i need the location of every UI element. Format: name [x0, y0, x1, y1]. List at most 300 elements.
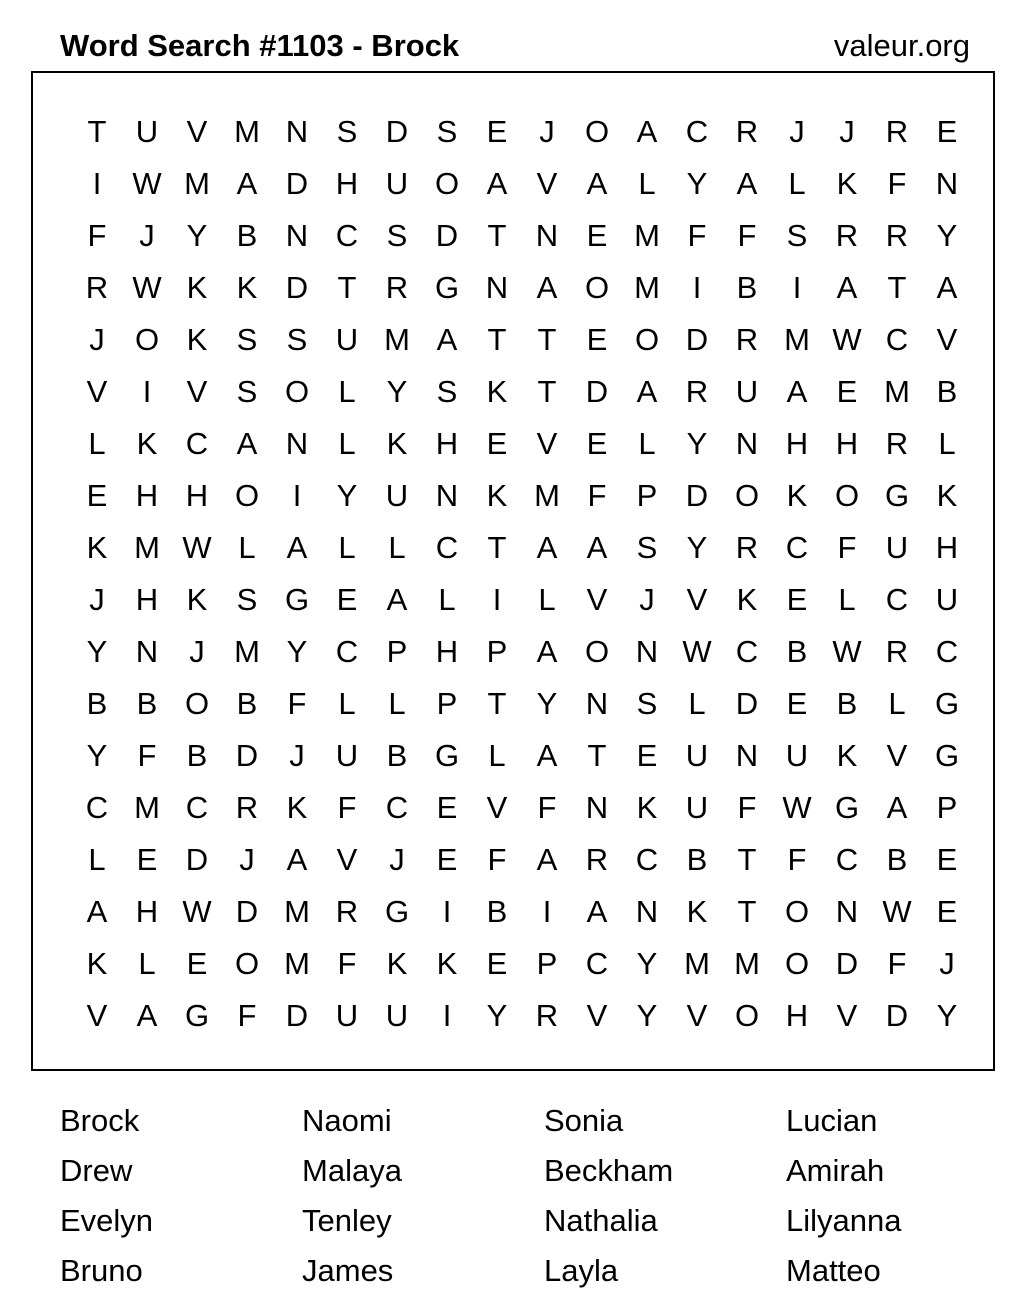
grid-letter[interactable]: H: [135, 581, 159, 617]
grid-letter[interactable]: D: [835, 945, 859, 981]
grid-letter[interactable]: D: [885, 997, 909, 1033]
grid-letter[interactable]: V: [886, 737, 908, 773]
grid-letter[interactable]: C: [85, 789, 109, 825]
grid-letter[interactable]: E: [136, 841, 158, 877]
grid-letter[interactable]: J: [639, 581, 655, 617]
grid-letter[interactable]: K: [86, 529, 108, 565]
grid-letter[interactable]: Y: [686, 425, 708, 461]
grid-letter[interactable]: A: [286, 529, 308, 565]
grid-letter[interactable]: F: [537, 789, 557, 825]
grid-letter[interactable]: W: [832, 633, 862, 669]
grid-letter[interactable]: L: [638, 425, 656, 461]
grid-letter[interactable]: W: [682, 633, 712, 669]
grid-letter[interactable]: V: [536, 425, 558, 461]
grid-letter[interactable]: T: [487, 217, 507, 253]
grid-letter[interactable]: B: [86, 685, 108, 721]
grid-letter[interactable]: U: [685, 737, 709, 773]
grid-letter[interactable]: K: [636, 789, 658, 825]
grid-letter[interactable]: P: [486, 633, 508, 669]
grid-letter[interactable]: A: [936, 269, 958, 305]
grid-letter[interactable]: A: [886, 789, 908, 825]
grid-letter[interactable]: S: [436, 113, 458, 149]
grid-letter[interactable]: O: [284, 373, 310, 409]
grid-letter[interactable]: K: [936, 477, 958, 513]
grid-letter[interactable]: L: [138, 945, 156, 981]
grid-letter[interactable]: E: [436, 841, 458, 877]
grid-letter[interactable]: K: [186, 321, 208, 357]
grid-letter[interactable]: C: [835, 841, 859, 877]
grid-letter[interactable]: D: [285, 165, 309, 201]
grid-letter[interactable]: T: [587, 737, 607, 773]
grid-letter[interactable]: B: [886, 841, 908, 877]
grid-letter[interactable]: C: [185, 425, 209, 461]
grid-letter[interactable]: D: [735, 685, 759, 721]
grid-letter[interactable]: T: [537, 321, 557, 357]
grid-letter[interactable]: S: [236, 321, 258, 357]
grid-letter[interactable]: I: [442, 997, 452, 1033]
grid-letter[interactable]: A: [536, 841, 558, 877]
grid-letter[interactable]: I: [292, 477, 302, 513]
grid-letter[interactable]: U: [385, 165, 409, 201]
grid-letter[interactable]: K: [786, 477, 808, 513]
grid-letter[interactable]: T: [487, 529, 507, 565]
grid-letter[interactable]: A: [536, 529, 558, 565]
grid-letter[interactable]: E: [586, 321, 608, 357]
grid-letter[interactable]: F: [337, 789, 357, 825]
grid-letter[interactable]: L: [238, 529, 256, 565]
grid-letter[interactable]: N: [635, 893, 659, 929]
grid-letter[interactable]: W: [832, 321, 862, 357]
grid-letter[interactable]: E: [836, 373, 858, 409]
grid-letter[interactable]: W: [132, 165, 162, 201]
grid-letter[interactable]: C: [935, 633, 959, 669]
grid-letter[interactable]: Y: [636, 997, 658, 1033]
grid-letter[interactable]: K: [686, 893, 708, 929]
grid-letter[interactable]: L: [788, 165, 806, 201]
grid-letter[interactable]: D: [385, 113, 409, 149]
grid-letter[interactable]: D: [285, 997, 309, 1033]
grid-letter[interactable]: U: [735, 373, 759, 409]
grid-letter[interactable]: N: [285, 425, 309, 461]
grid-letter[interactable]: J: [839, 113, 855, 149]
grid-letter[interactable]: V: [936, 321, 958, 357]
grid-letter[interactable]: F: [237, 997, 257, 1033]
grid-letter[interactable]: C: [685, 113, 709, 149]
grid-letter[interactable]: A: [536, 737, 558, 773]
grid-letter[interactable]: L: [838, 581, 856, 617]
grid-letter[interactable]: L: [938, 425, 956, 461]
grid-letter[interactable]: Y: [686, 529, 708, 565]
grid-letter[interactable]: K: [736, 581, 758, 617]
grid-letter[interactable]: S: [386, 217, 408, 253]
grid-letter[interactable]: K: [386, 945, 408, 981]
grid-letter[interactable]: D: [685, 321, 709, 357]
grid-letter[interactable]: L: [338, 685, 356, 721]
grid-letter[interactable]: O: [634, 321, 660, 357]
grid-letter[interactable]: H: [785, 425, 809, 461]
grid-letter[interactable]: L: [388, 685, 406, 721]
grid-letter[interactable]: O: [734, 997, 760, 1033]
grid-letter[interactable]: O: [434, 165, 460, 201]
grid-letter[interactable]: L: [488, 737, 506, 773]
grid-letter[interactable]: V: [336, 841, 358, 877]
grid-letter[interactable]: R: [885, 425, 909, 461]
grid-letter[interactable]: I: [442, 893, 452, 929]
grid-letter[interactable]: O: [584, 633, 610, 669]
grid-letter[interactable]: A: [586, 165, 608, 201]
grid-letter[interactable]: S: [336, 113, 358, 149]
grid-letter[interactable]: T: [87, 113, 107, 149]
grid-letter[interactable]: E: [336, 581, 358, 617]
grid-letter[interactable]: G: [384, 893, 410, 929]
grid-letter[interactable]: G: [934, 737, 960, 773]
grid-letter[interactable]: S: [636, 685, 658, 721]
grid-letter[interactable]: L: [338, 529, 356, 565]
grid-letter[interactable]: Y: [636, 945, 658, 981]
grid-letter[interactable]: G: [284, 581, 310, 617]
grid-letter[interactable]: F: [737, 217, 757, 253]
grid-letter[interactable]: U: [335, 321, 359, 357]
grid-letter[interactable]: V: [86, 373, 108, 409]
grid-letter[interactable]: E: [86, 477, 108, 513]
grid-letter[interactable]: N: [135, 633, 159, 669]
grid-letter[interactable]: K: [236, 269, 258, 305]
grid-letter[interactable]: Y: [936, 997, 958, 1033]
grid-letter[interactable]: W: [782, 789, 812, 825]
grid-letter[interactable]: T: [487, 321, 507, 357]
grid-letter[interactable]: I: [492, 581, 502, 617]
grid-letter[interactable]: I: [792, 269, 802, 305]
grid-letter[interactable]: S: [236, 581, 258, 617]
grid-letter[interactable]: U: [685, 789, 709, 825]
grid-letter[interactable]: Y: [86, 737, 108, 773]
grid-letter[interactable]: V: [686, 581, 708, 617]
grid-letter[interactable]: M: [734, 945, 760, 981]
grid-letter[interactable]: K: [486, 477, 508, 513]
grid-letter[interactable]: V: [486, 789, 508, 825]
grid-letter[interactable]: R: [735, 529, 759, 565]
grid-letter[interactable]: M: [134, 529, 160, 565]
grid-letter[interactable]: D: [685, 477, 709, 513]
grid-letter[interactable]: L: [688, 685, 706, 721]
grid-letter[interactable]: V: [836, 997, 858, 1033]
grid-letter[interactable]: J: [89, 581, 105, 617]
grid-letter[interactable]: K: [186, 269, 208, 305]
grid-letter[interactable]: H: [785, 997, 809, 1033]
grid-letter[interactable]: J: [539, 113, 555, 149]
grid-letter[interactable]: J: [189, 633, 205, 669]
grid-letter[interactable]: Y: [286, 633, 308, 669]
grid-letter[interactable]: K: [436, 945, 458, 981]
grid-letter[interactable]: C: [435, 529, 459, 565]
grid-letter[interactable]: E: [486, 113, 508, 149]
grid-letter[interactable]: M: [284, 945, 310, 981]
grid-letter[interactable]: A: [536, 269, 558, 305]
grid-letter[interactable]: N: [285, 113, 309, 149]
grid-letter[interactable]: O: [234, 477, 260, 513]
grid-letter[interactable]: P: [636, 477, 658, 513]
grid-letter[interactable]: N: [585, 789, 609, 825]
grid-letter[interactable]: U: [335, 997, 359, 1033]
grid-letter[interactable]: J: [289, 737, 305, 773]
grid-letter[interactable]: O: [234, 945, 260, 981]
grid-letter[interactable]: G: [184, 997, 210, 1033]
grid-letter[interactable]: H: [135, 477, 159, 513]
grid-letter[interactable]: C: [785, 529, 809, 565]
grid-letter[interactable]: G: [834, 789, 860, 825]
grid-letter[interactable]: J: [139, 217, 155, 253]
grid-letter[interactable]: A: [386, 581, 408, 617]
grid-letter[interactable]: V: [536, 165, 558, 201]
grid-letter[interactable]: I: [692, 269, 702, 305]
grid-letter[interactable]: R: [685, 373, 709, 409]
grid-letter[interactable]: B: [236, 685, 258, 721]
grid-letter[interactable]: A: [436, 321, 458, 357]
grid-letter[interactable]: N: [535, 217, 559, 253]
grid-letter[interactable]: D: [235, 893, 259, 929]
grid-letter[interactable]: B: [936, 373, 958, 409]
grid-letter[interactable]: O: [784, 893, 810, 929]
grid-letter[interactable]: F: [837, 529, 857, 565]
grid-letter[interactable]: C: [385, 789, 409, 825]
grid-letter[interactable]: U: [385, 997, 409, 1033]
grid-letter[interactable]: R: [835, 217, 859, 253]
grid-letter[interactable]: A: [286, 841, 308, 877]
grid-letter[interactable]: L: [388, 529, 406, 565]
grid-letter[interactable]: A: [586, 529, 608, 565]
grid-letter[interactable]: A: [736, 165, 758, 201]
grid-letter[interactable]: P: [536, 945, 558, 981]
grid-letter[interactable]: G: [434, 269, 460, 305]
grid-letter[interactable]: C: [185, 789, 209, 825]
grid-letter[interactable]: Y: [936, 217, 958, 253]
grid-letter[interactable]: R: [235, 789, 259, 825]
grid-letter[interactable]: U: [935, 581, 959, 617]
grid-letter[interactable]: V: [186, 113, 208, 149]
grid-letter[interactable]: B: [136, 685, 158, 721]
grid-letter[interactable]: C: [335, 633, 359, 669]
grid-letter[interactable]: J: [389, 841, 405, 877]
grid-letter[interactable]: W: [182, 529, 212, 565]
grid-letter[interactable]: U: [135, 113, 159, 149]
grid-letter[interactable]: E: [586, 425, 608, 461]
grid-letter[interactable]: O: [584, 269, 610, 305]
grid-letter[interactable]: H: [435, 425, 459, 461]
grid-letter[interactable]: O: [784, 945, 810, 981]
grid-letter[interactable]: A: [586, 893, 608, 929]
grid-letter[interactable]: F: [587, 477, 607, 513]
grid-letter[interactable]: T: [337, 269, 357, 305]
grid-letter[interactable]: V: [586, 581, 608, 617]
grid-letter[interactable]: G: [884, 477, 910, 513]
grid-letter[interactable]: L: [638, 165, 656, 201]
grid-letter[interactable]: O: [184, 685, 210, 721]
grid-letter[interactable]: A: [136, 997, 158, 1033]
grid-letter[interactable]: F: [787, 841, 807, 877]
grid-letter[interactable]: S: [786, 217, 808, 253]
grid-letter[interactable]: K: [136, 425, 158, 461]
grid-letter[interactable]: A: [636, 113, 658, 149]
grid-letter[interactable]: T: [887, 269, 907, 305]
grid-letter[interactable]: O: [134, 321, 160, 357]
grid-letter[interactable]: C: [885, 321, 909, 357]
grid-letter[interactable]: Y: [486, 997, 508, 1033]
grid-letter[interactable]: J: [89, 321, 105, 357]
grid-letter[interactable]: H: [935, 529, 959, 565]
grid-letter[interactable]: E: [936, 113, 958, 149]
grid-letter[interactable]: E: [636, 737, 658, 773]
grid-letter[interactable]: Y: [536, 685, 558, 721]
grid-letter[interactable]: K: [186, 581, 208, 617]
grid-letter[interactable]: C: [735, 633, 759, 669]
grid-letter[interactable]: S: [286, 321, 308, 357]
grid-letter[interactable]: N: [835, 893, 859, 929]
grid-letter[interactable]: N: [485, 269, 509, 305]
grid-letter[interactable]: K: [86, 945, 108, 981]
grid-letter[interactable]: K: [836, 165, 858, 201]
grid-letter[interactable]: S: [436, 373, 458, 409]
grid-letter[interactable]: L: [538, 581, 556, 617]
grid-letter[interactable]: R: [385, 269, 409, 305]
grid-letter[interactable]: R: [335, 893, 359, 929]
grid-letter[interactable]: Y: [386, 373, 408, 409]
grid-letter[interactable]: F: [687, 217, 707, 253]
grid-letter[interactable]: R: [585, 841, 609, 877]
grid-letter[interactable]: P: [386, 633, 408, 669]
grid-letter[interactable]: H: [335, 165, 359, 201]
grid-letter[interactable]: B: [786, 633, 808, 669]
grid-letter[interactable]: D: [435, 217, 459, 253]
grid-letter[interactable]: Y: [336, 477, 358, 513]
grid-letter[interactable]: Y: [186, 217, 208, 253]
grid-letter[interactable]: G: [934, 685, 960, 721]
grid-letter[interactable]: A: [836, 269, 858, 305]
grid-letter[interactable]: L: [88, 841, 106, 877]
grid-letter[interactable]: M: [884, 373, 910, 409]
grid-letter[interactable]: B: [186, 737, 208, 773]
grid-letter[interactable]: B: [686, 841, 708, 877]
grid-letter[interactable]: W: [182, 893, 212, 929]
grid-letter[interactable]: M: [784, 321, 810, 357]
grid-letter[interactable]: P: [436, 685, 458, 721]
grid-letter[interactable]: A: [536, 633, 558, 669]
grid-letter[interactable]: M: [534, 477, 560, 513]
grid-letter[interactable]: I: [92, 165, 102, 201]
grid-letter[interactable]: N: [735, 737, 759, 773]
grid-letter[interactable]: M: [134, 789, 160, 825]
grid-letter[interactable]: M: [184, 165, 210, 201]
grid-letter[interactable]: V: [686, 997, 708, 1033]
grid-letter[interactable]: N: [435, 477, 459, 513]
grid-letter[interactable]: K: [836, 737, 858, 773]
grid-letter[interactable]: L: [338, 373, 356, 409]
grid-letter[interactable]: V: [86, 997, 108, 1033]
grid-letter[interactable]: W: [882, 893, 912, 929]
grid-letter[interactable]: F: [337, 945, 357, 981]
grid-letter[interactable]: T: [487, 685, 507, 721]
grid-letter[interactable]: F: [487, 841, 507, 877]
grid-letter[interactable]: D: [185, 841, 209, 877]
grid-letter[interactable]: R: [885, 633, 909, 669]
grid-letter[interactable]: J: [939, 945, 955, 981]
grid-letter[interactable]: L: [338, 425, 356, 461]
grid-letter[interactable]: F: [137, 737, 157, 773]
grid-letter[interactable]: C: [335, 217, 359, 253]
grid-letter[interactable]: E: [786, 581, 808, 617]
grid-letter[interactable]: D: [285, 269, 309, 305]
grid-letter[interactable]: R: [885, 113, 909, 149]
grid-letter[interactable]: C: [635, 841, 659, 877]
grid-letter[interactable]: O: [584, 113, 610, 149]
grid-letter[interactable]: T: [537, 373, 557, 409]
grid-letter[interactable]: M: [634, 217, 660, 253]
grid-letter[interactable]: U: [885, 529, 909, 565]
grid-letter[interactable]: R: [735, 321, 759, 357]
grid-letter[interactable]: C: [585, 945, 609, 981]
grid-letter[interactable]: V: [586, 997, 608, 1033]
grid-letter[interactable]: P: [936, 789, 958, 825]
grid-letter[interactable]: E: [936, 893, 958, 929]
grid-letter[interactable]: E: [586, 217, 608, 253]
grid-letter[interactable]: J: [239, 841, 255, 877]
grid-letter[interactable]: N: [935, 165, 959, 201]
grid-letter[interactable]: M: [684, 945, 710, 981]
grid-letter[interactable]: U: [785, 737, 809, 773]
grid-letter[interactable]: F: [887, 945, 907, 981]
grid-letter[interactable]: R: [735, 113, 759, 149]
grid-letter[interactable]: E: [186, 945, 208, 981]
grid-letter[interactable]: L: [438, 581, 456, 617]
grid-letter[interactable]: H: [185, 477, 209, 513]
grid-letter[interactable]: C: [885, 581, 909, 617]
grid-letter[interactable]: K: [386, 425, 408, 461]
grid-letter[interactable]: I: [542, 893, 552, 929]
grid-letter[interactable]: Y: [686, 165, 708, 201]
grid-letter[interactable]: R: [885, 217, 909, 253]
grid-letter[interactable]: S: [236, 373, 258, 409]
grid-letter[interactable]: B: [386, 737, 408, 773]
grid-letter[interactable]: K: [486, 373, 508, 409]
grid-letter[interactable]: A: [86, 893, 108, 929]
grid-letter[interactable]: A: [786, 373, 808, 409]
grid-letter[interactable]: E: [436, 789, 458, 825]
grid-letter[interactable]: E: [486, 425, 508, 461]
grid-letter[interactable]: T: [737, 841, 757, 877]
grid-letter[interactable]: O: [734, 477, 760, 513]
grid-letter[interactable]: N: [635, 633, 659, 669]
grid-letter[interactable]: M: [634, 269, 660, 305]
grid-letter[interactable]: E: [936, 841, 958, 877]
grid-letter[interactable]: R: [535, 997, 559, 1033]
grid-letter[interactable]: A: [236, 425, 258, 461]
grid-letter[interactable]: U: [385, 477, 409, 513]
grid-letter[interactable]: Y: [86, 633, 108, 669]
grid-letter[interactable]: G: [434, 737, 460, 773]
grid-letter[interactable]: E: [786, 685, 808, 721]
grid-letter[interactable]: M: [234, 633, 260, 669]
grid-letter[interactable]: R: [85, 269, 109, 305]
grid-letter[interactable]: D: [585, 373, 609, 409]
grid-letter[interactable]: A: [236, 165, 258, 201]
grid-letter[interactable]: B: [486, 893, 508, 929]
grid-letter[interactable]: M: [284, 893, 310, 929]
grid-letter[interactable]: M: [234, 113, 260, 149]
grid-letter[interactable]: A: [486, 165, 508, 201]
grid-letter[interactable]: W: [132, 269, 162, 305]
grid-letter[interactable]: N: [285, 217, 309, 253]
grid-letter[interactable]: L: [88, 425, 106, 461]
grid-letter[interactable]: F: [87, 217, 107, 253]
